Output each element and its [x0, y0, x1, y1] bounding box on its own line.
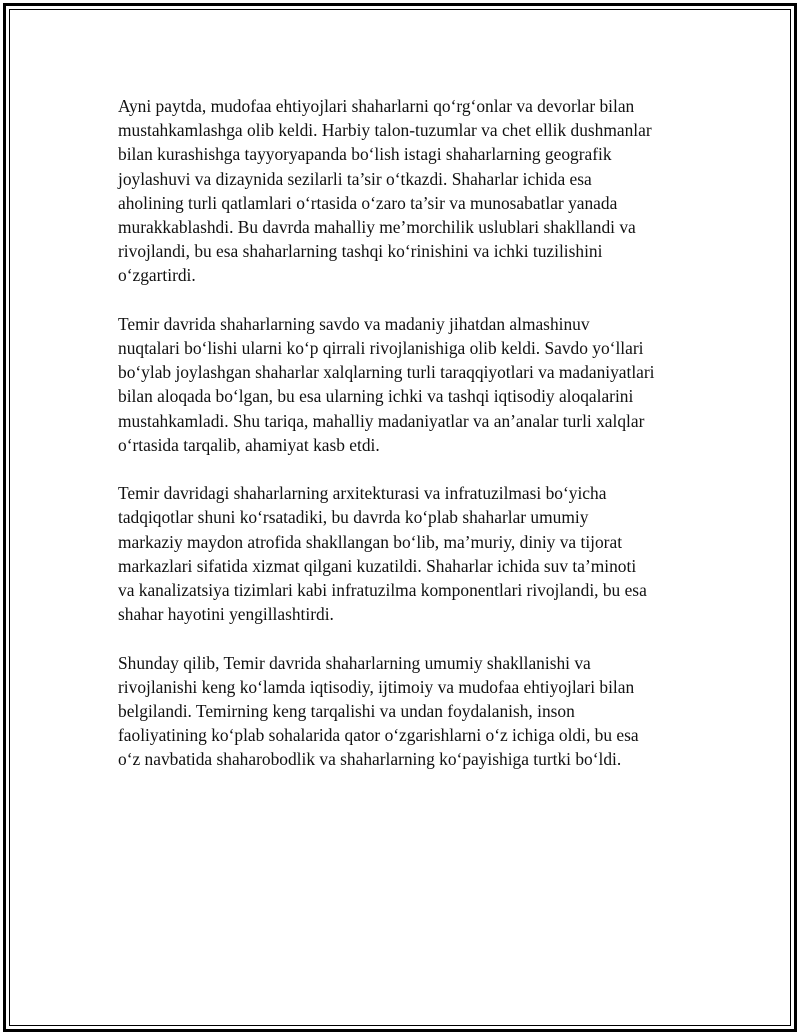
text-line: shahar hayotini yengillashtirdi. [118, 604, 334, 625]
text-line: mustahkamladi. Shu tariqa, mahalliy madaniyatlar va an’analar turli xalqlar [118, 410, 645, 431]
text-line: belgilandi. Temirning keng tarqalishi va undan foydalanish, inson [118, 701, 575, 722]
text-line: markazlari sifatida xizmat qilgani kuzatildi. Shaharlar ichida suv ta’minoti [118, 555, 637, 576]
text-line: tadqiqotlar shuni ko‘rsatadiki, bu davrda ko‘plab shaharlar umumiy [118, 507, 589, 528]
text-line: Temir davridagi shaharlarning arxitekturasi va infratuzilmasi bo‘yicha [118, 483, 607, 504]
text-line: Ayni paytda, mudofaa ehtiyojlari shaharlarni qo‘rg‘onlar va devorlar bilan [118, 96, 635, 116]
text-line: markaziy maydon atrofida shakllangan bo‘lib, ma’muriy, diniy va tijorat [118, 531, 623, 552]
paragraph-1 [118, 94, 690, 288]
document-body [118, 94, 690, 796]
paragraph-3 [118, 481, 690, 626]
paragraph-4 [118, 651, 690, 772]
text-line: o‘rtasida tarqalib, ahamiyat kasb etdi. [118, 434, 380, 455]
text-line: bilan kurashishga tayyoryapanda bo‘lish istagi shaharlarning geografik [118, 144, 612, 165]
text-line: Temir davrida shaharlarning savdo va madaniy jihatdan almashinuv [118, 313, 590, 334]
text-line: o‘zgartirdi. [118, 265, 196, 286]
text-line: rivojlandi, bu esa shaharlarning tashqi ko‘rinishini va ichki tuzilishini [118, 241, 603, 262]
text-line: Shunday qilib, Temir davrida shaharlarning umumiy shakllanishi va [118, 652, 591, 673]
text-line: bilan aloqada bo‘lgan, bu esa ularning ichki va tashqi iqtisodiy aloqalarini [118, 386, 634, 407]
text-line: faoliyatining ko‘plab sohalarida qator o‘zgarishlarni o‘z ichiga oldi, bu esa [118, 725, 639, 746]
text-line: joylashuvi va dizaynida sezilarli ta’sir o‘tkazdi. Shaharlar ichida esa [118, 168, 592, 189]
text-line: aholining turli qatlamlari o‘rtasida o‘zaro ta’sir va munosabatlar yanada [118, 192, 618, 213]
text-line: va kanalizatsiya tizimlari kabi infratuzilma komponentlari rivojlandi, bu esa [118, 580, 647, 601]
text-line: murakkablashdi. Bu davrda mahalliy me’morchilik uslublari shakllandi va [118, 217, 636, 238]
text-line: mustahkamlashga olib keldi. Harbiy talon-tuzumlar va chet ellik dushmanlar [118, 120, 652, 141]
text-line: nuqtalari bo‘lishi ularni ko‘p qirrali rivojlanishiga olib keldi. Savdo yo‘llari [118, 338, 644, 359]
text-line: bo‘ylab joylashgan shaharlar xalqlarning turli taraqqiyotlari va madaniyatlari [118, 362, 655, 383]
text-line: o‘z navbatida shaharobodlik va shaharlarning ko‘payishiga turtki bo‘ldi. [118, 749, 622, 770]
paragraph-2 [118, 312, 690, 457]
text-line: rivojlanishi keng ko‘lamda iqtisodiy, ijtimoiy va mudofaa ehtiyojlari bilan [118, 676, 635, 697]
